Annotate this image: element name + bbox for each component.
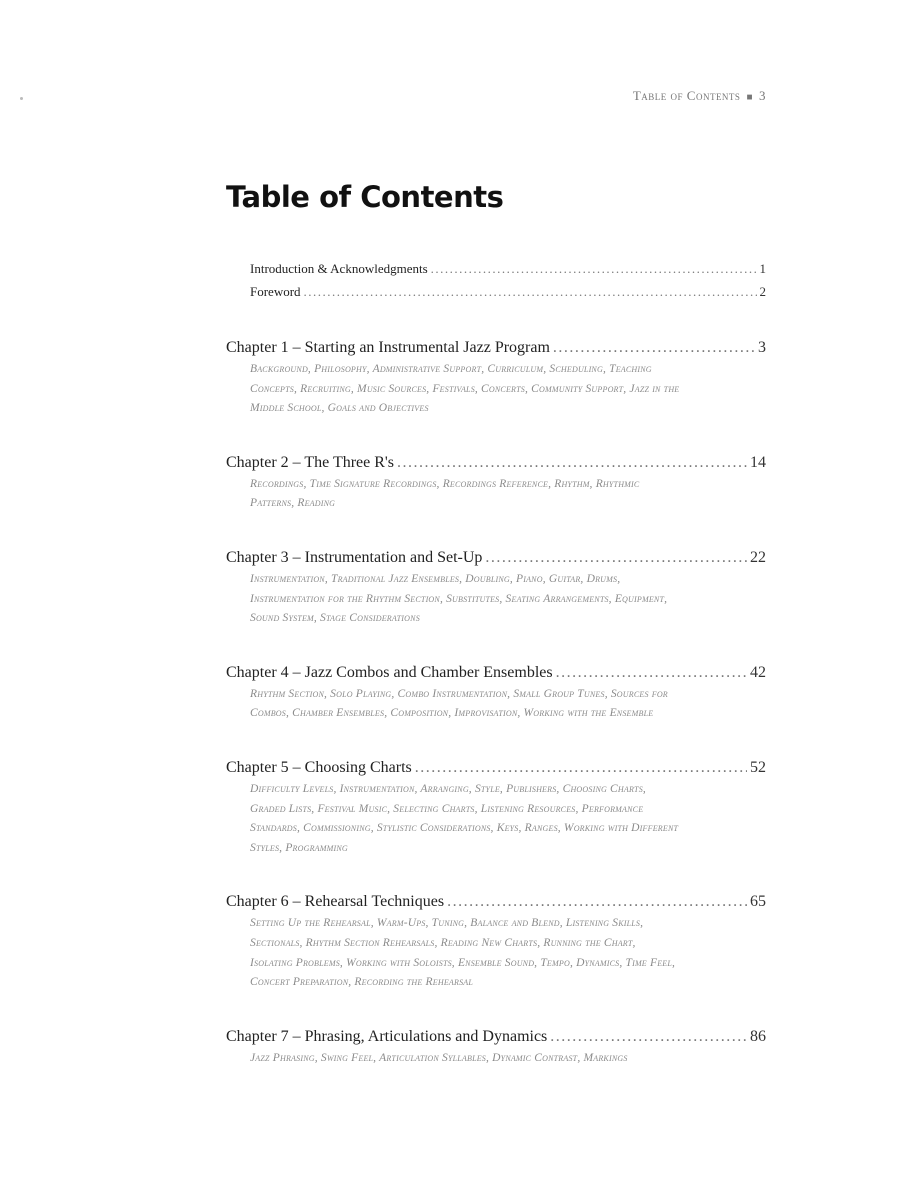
running-header-page-number: 3 [759,88,766,103]
running-header-title: Table of Contents [632,88,741,103]
toc-entry-foreword[interactable] [226,280,766,303]
chapter-topics: Difficulty Levels, Instrumentation, Arranging, Style, Publishers, Choosing Charts, Graded Lists, Festival Music, Selecting Charts, Listening Resources, Performance Standards, Commissioning, Stylistic Considerations, Keys, Ranges, Working with Different Styles, Programming [250,782,679,854]
toc-entry-chapter-6[interactable] [226,890,766,914]
dot-leader [447,890,747,914]
chapter-block-7 [226,1025,766,1069]
chapter-block-4 [226,661,766,724]
toc-entry-chapter-2[interactable] [226,451,766,475]
dot-leader [397,451,747,475]
chapter-title: Chapter 2 – The Three R's [226,453,395,471]
dot-leader [304,280,757,303]
chapter-topics: Rhythm Section, Solo Playing, Combo Instrumentation, Small Group Tunes, Sources for Combos, Chamber Ensembles, Composition, Improvisation, Working with the Ensemble [250,687,668,720]
chapter-title: Chapter 4 – Jazz Combos and Chamber Ensembles [226,663,553,681]
chapter-topics: Instrumentation, Traditional Jazz Ensembles, Doubling, Piano, Guitar, Drums, Instrumentation for the Rhythm Section, Substitutes, Seating Arrangements, Equipment, Sound System, Stage Considerations [250,572,668,625]
chapter-topics: Recordings, Time Signature Recordings, Recordings Reference, Rhythm, Rhythmic Patterns, Reading [250,477,640,510]
chapter-title: Chapter 1 – Starting an Instrumental Jazz Program [226,339,550,356]
chapter-page-number: 42 [750,663,766,681]
chapter-page-number: 86 [750,1027,766,1045]
page-title: Table of Contents [226,180,504,214]
dot-leader [553,336,755,360]
chapter-block-6 [226,890,766,992]
chapter-page-number: 52 [750,758,766,776]
toc-entry-chapter-7[interactable] [226,1025,766,1049]
toc-entry-chapter-5[interactable] [226,756,766,780]
table-of-contents [226,257,766,1068]
dot-leader [485,546,747,570]
entry-page-number: 2 [759,284,766,299]
chapter-block-5 [226,756,766,858]
entry-label: Introduction & Acknowledgments [250,261,428,276]
chapter-page-number: 65 [750,893,766,911]
chapter-block-3 [226,546,766,629]
dot-leader [556,661,747,685]
toc-entry-introduction[interactable] [226,257,766,280]
chapter-block-1 [226,336,766,419]
chapter-topics: Jazz Phrasing, Swing Feel, Articulation Syllables, Dynamic Contrast, Markings [250,1051,628,1064]
chapter-topics: Setting Up the Rehearsal, Warm-Ups, Tuning, Balance and Blend, Listening Skills, Sectionals, Rhythm Section Rehearsals, Reading New Charts, Running the Chart, Isolating Problems, Working with Soloists, Ensemble Sound, Tempo, Dynamics, Time Feel, Concert Preparation, Recording the Rehearsal [250,917,676,989]
chapter-page-number: 14 [750,453,766,471]
chapter-title: Chapter 5 – Choosing Charts [226,758,412,776]
toc-entry-chapter-3[interactable] [226,546,766,570]
entry-label: Foreword [250,284,301,299]
dot-leader [415,756,747,780]
chapter-title: Chapter 7 – Phrasing, Articulations and Dynamics [226,1027,548,1045]
chapter-page-number: 22 [750,548,766,566]
entry-page-number: 1 [759,261,766,276]
chapter-title: Chapter 6 – Rehearsal Techniques [226,893,445,911]
chapter-topics: Background, Philosophy, Administrative Support, Curriculum, Scheduling, Teaching Concepts, Recruiting, Music Sources, Festivals, Concerts, Community Support, Jazz in the Middle School, Goals and Objectives [250,363,680,415]
toc-entry-chapter-4[interactable] [226,661,766,685]
chapter-title: Chapter 3 – Instrumentation and Set-Up [226,548,483,566]
scan-speck [20,97,23,100]
bullet-separator: ■ [746,92,753,103]
running-header [633,88,766,104]
dot-leader [550,1025,747,1049]
toc-entry-chapter-1[interactable] [226,336,766,360]
chapter-block-2 [226,451,766,514]
dot-leader [431,257,757,280]
chapter-page-number: 3 [758,339,766,356]
